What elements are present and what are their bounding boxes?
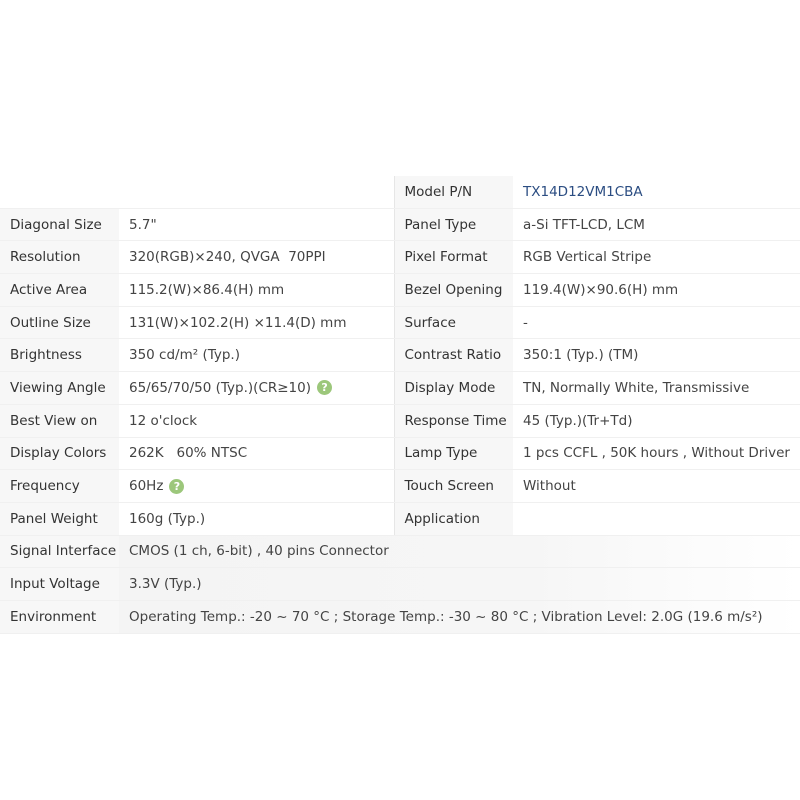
spec-value: 350 cd/m² (Typ.) — [119, 339, 394, 372]
table-row — [0, 535, 800, 568]
spec-label: Panel Type — [394, 208, 513, 241]
table-row — [0, 470, 800, 503]
table-row — [0, 404, 800, 437]
spec-label: Display Colors — [0, 437, 119, 470]
model-pn-value: TX14D12VM1CBA — [513, 176, 800, 208]
spec-label-model-pn: Model P/N — [394, 176, 513, 208]
spec-label: Display Mode — [394, 372, 513, 405]
table-row — [0, 306, 800, 339]
spec-value: 119.4(W)×90.6(H) mm — [513, 274, 800, 307]
spec-label: Outline Size — [0, 306, 119, 339]
spec-value — [513, 502, 800, 535]
spec-value: 160g (Typ.) — [119, 502, 394, 535]
help-icon[interactable]: ? — [317, 380, 332, 395]
table-row — [0, 502, 800, 535]
table-row — [0, 274, 800, 307]
spec-label: Signal Interface — [0, 535, 119, 568]
spec-value: - — [513, 306, 800, 339]
spec-value: Without — [513, 470, 800, 503]
spec-value: 1 pcs CCFL , 50K hours , Without Driver — [513, 437, 800, 470]
spec-label: Frequency — [0, 470, 119, 503]
table-row — [0, 600, 800, 633]
help-icon[interactable]: ? — [169, 479, 184, 494]
spec-value-text: 65/65/70/50 (Typ.)(CR≥10) — [129, 379, 312, 396]
spec-label: Brightness — [0, 339, 119, 372]
spec-table — [0, 176, 800, 634]
spec-value: 115.2(W)×86.4(H) mm — [119, 274, 394, 307]
spec-value-text: 60Hz — [129, 478, 164, 495]
spec-value: CMOS (1 ch, 6-bit) , 40 pins Connector — [119, 535, 800, 568]
spec-value: 45 (Typ.)(Tr+Td) — [513, 404, 800, 437]
spec-label: Diagonal Size — [0, 208, 119, 241]
spec-label: Viewing Angle — [0, 372, 119, 405]
table-row — [0, 568, 800, 601]
spec-label: Application — [394, 502, 513, 535]
spec-value — [119, 176, 394, 208]
table-row — [0, 372, 800, 405]
spec-value: TN, Normally White, Transmissive — [513, 372, 800, 405]
spec-label: Environment — [0, 600, 119, 633]
spec-value: Operating Temp.: -20 ~ 70 °C ; Storage Temp.: -30 ~ 80 °C ; Vibration Level: 2.0G (19.6 m/s²) — [119, 600, 800, 633]
table-row — [0, 176, 800, 208]
spec-label: Bezel Opening — [394, 274, 513, 307]
spec-value: RGB Vertical Stripe — [513, 241, 800, 274]
spec-label — [0, 176, 119, 208]
spec-label: Response Time — [394, 404, 513, 437]
spec-value: 350:1 (Typ.) (TM) — [513, 339, 800, 372]
spec-label: Contrast Ratio — [394, 339, 513, 372]
spec-label: Resolution — [0, 241, 119, 274]
spec-label: Touch Screen — [394, 470, 513, 503]
spec-label: Input Voltage — [0, 568, 119, 601]
table-row — [0, 208, 800, 241]
spec-value: 320(RGB)×240, QVGA 70PPI — [119, 241, 394, 274]
spec-value: 3.3V (Typ.) — [119, 568, 800, 601]
spec-label: Lamp Type — [394, 437, 513, 470]
spec-value: 12 o'clock — [119, 404, 394, 437]
table-row — [0, 437, 800, 470]
spec-value: 131(W)×102.2(H) ×11.4(D) mm — [119, 306, 394, 339]
table-row — [0, 241, 800, 274]
spec-label: Panel Weight — [0, 502, 119, 535]
table-row — [0, 339, 800, 372]
spec-value: a-Si TFT-LCD, LCM — [513, 208, 800, 241]
spec-label: Surface — [394, 306, 513, 339]
spec-value-viewing-angle — [119, 372, 394, 405]
spec-label: Active Area — [0, 274, 119, 307]
spec-value-frequency — [119, 470, 394, 503]
spec-label: Best View on — [0, 404, 119, 437]
spec-value: 262K 60% NTSC — [119, 437, 394, 470]
spec-label: Pixel Format — [394, 241, 513, 274]
spec-value: 5.7" — [119, 208, 394, 241]
